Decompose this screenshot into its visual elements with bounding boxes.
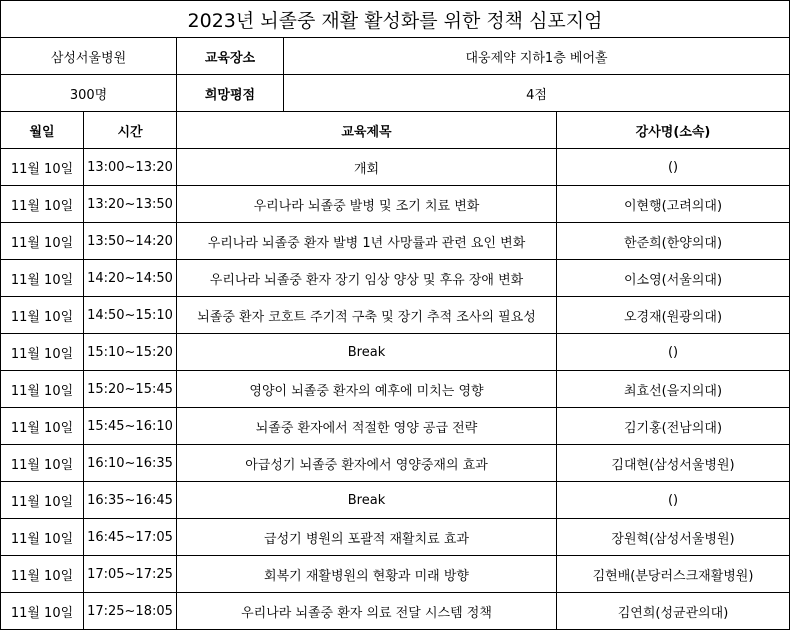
credit-label: 희망평점	[177, 75, 284, 112]
row-lecturer: 김대현(삼성서울병원)	[557, 445, 790, 482]
row-lecturer: 김현배(분당러스크재활병원)	[557, 556, 790, 593]
row-time: 15:10~15:20	[84, 334, 177, 371]
row-date: 11월 10일	[1, 149, 84, 186]
row-lecturer: ()	[557, 149, 790, 186]
header-date: 월일	[1, 112, 84, 149]
header-time: 시간	[84, 112, 177, 149]
table-row	[1, 260, 790, 297]
row-time: 16:10~16:35	[84, 445, 177, 482]
table-row	[1, 371, 790, 408]
row-subject: 우리나라 뇌졸중 발병 및 조기 치료 변화	[177, 186, 557, 223]
row-subject: 개회	[177, 149, 557, 186]
table-row	[1, 149, 790, 186]
row-time: 15:45~16:10	[84, 408, 177, 445]
row-lecturer: 이소영(서울의대)	[557, 260, 790, 297]
row-time: 16:35~16:45	[84, 482, 177, 519]
row-subject: 뇌졸중 환자 코호트 주기적 구축 및 장기 추적 조사의 필요성	[177, 297, 557, 334]
row-lecturer: 장원혁(삼성서울병원)	[557, 519, 790, 556]
row-subject: 급성기 병원의 포괄적 재활치료 효과	[177, 519, 557, 556]
table-row	[1, 223, 790, 260]
row-lecturer: ()	[557, 334, 790, 371]
table-row	[1, 297, 790, 334]
row-lecturer: 김기홍(전남의대)	[557, 408, 790, 445]
row-lecturer: 최효선(을지의대)	[557, 371, 790, 408]
table-row	[1, 593, 790, 630]
row-subject: 우리나라 뇌졸중 환자 발병 1년 사망률과 관련 요인 변화	[177, 223, 557, 260]
row-subject: 우리나라 뇌졸중 환자 장기 임상 양상 및 후유 장애 변화	[177, 260, 557, 297]
row-date: 11월 10일	[1, 593, 84, 630]
venue-label: 교육장소	[177, 38, 284, 75]
table-row	[1, 519, 790, 556]
row-subject: 뇌졸중 환자에서 적절한 영양 공급 전략	[177, 408, 557, 445]
row-lecturer: 오경재(원광의대)	[557, 297, 790, 334]
credit-value: 4점	[284, 75, 790, 112]
row-date: 11월 10일	[1, 260, 84, 297]
row-date: 11월 10일	[1, 445, 84, 482]
table-row	[1, 408, 790, 445]
row-date: 11월 10일	[1, 334, 84, 371]
row-date: 11월 10일	[1, 371, 84, 408]
row-date: 11월 10일	[1, 482, 84, 519]
venue-value: 대웅제약 지하1층 베어홀	[284, 38, 790, 75]
row-lecturer: 김연희(성균관의대)	[557, 593, 790, 630]
row-lecturer: 한준희(한양의대)	[557, 223, 790, 260]
row-subject: Break	[177, 334, 557, 371]
row-date: 11월 10일	[1, 186, 84, 223]
row-time: 17:25~18:05	[84, 593, 177, 630]
header-lecturer: 강사명(소속)	[557, 112, 790, 149]
row-lecturer: 이현행(고려의대)	[557, 186, 790, 223]
table-row	[1, 482, 790, 519]
row-time: 16:45~17:05	[84, 519, 177, 556]
row-time: 14:20~14:50	[84, 260, 177, 297]
header-subject: 교육제목	[177, 112, 557, 149]
row-time: 13:50~14:20	[84, 223, 177, 260]
row-date: 11월 10일	[1, 223, 84, 260]
row-date: 11월 10일	[1, 297, 84, 334]
table-row	[1, 186, 790, 223]
row-time: 14:50~15:10	[84, 297, 177, 334]
row-subject: Break	[177, 482, 557, 519]
row-lecturer: ()	[557, 482, 790, 519]
table-row	[1, 556, 790, 593]
row-subject: 영양이 뇌졸중 환자의 예후에 미치는 영향	[177, 371, 557, 408]
row-time: 13:00~13:20	[84, 149, 177, 186]
row-subject: 우리나라 뇌졸중 환자 의료 전달 시스템 정책	[177, 593, 557, 630]
row-subject: 아급성기 뇌졸중 환자에서 영양중재의 효과	[177, 445, 557, 482]
table-row	[1, 334, 790, 371]
row-date: 11월 10일	[1, 408, 84, 445]
row-time: 13:20~13:50	[84, 186, 177, 223]
row-date: 11월 10일	[1, 519, 84, 556]
row-time: 17:05~17:25	[84, 556, 177, 593]
organizer-cell: 삼성서울병원	[1, 38, 177, 75]
row-subject: 회복기 재활병원의 현황과 미래 방향	[177, 556, 557, 593]
page-title: 2023년 뇌졸중 재활 활성화를 위한 정책 심포지엄	[1, 1, 790, 38]
row-date: 11월 10일	[1, 556, 84, 593]
capacity-cell: 300명	[1, 75, 177, 112]
row-time: 15:20~15:45	[84, 371, 177, 408]
table-row	[1, 445, 790, 482]
